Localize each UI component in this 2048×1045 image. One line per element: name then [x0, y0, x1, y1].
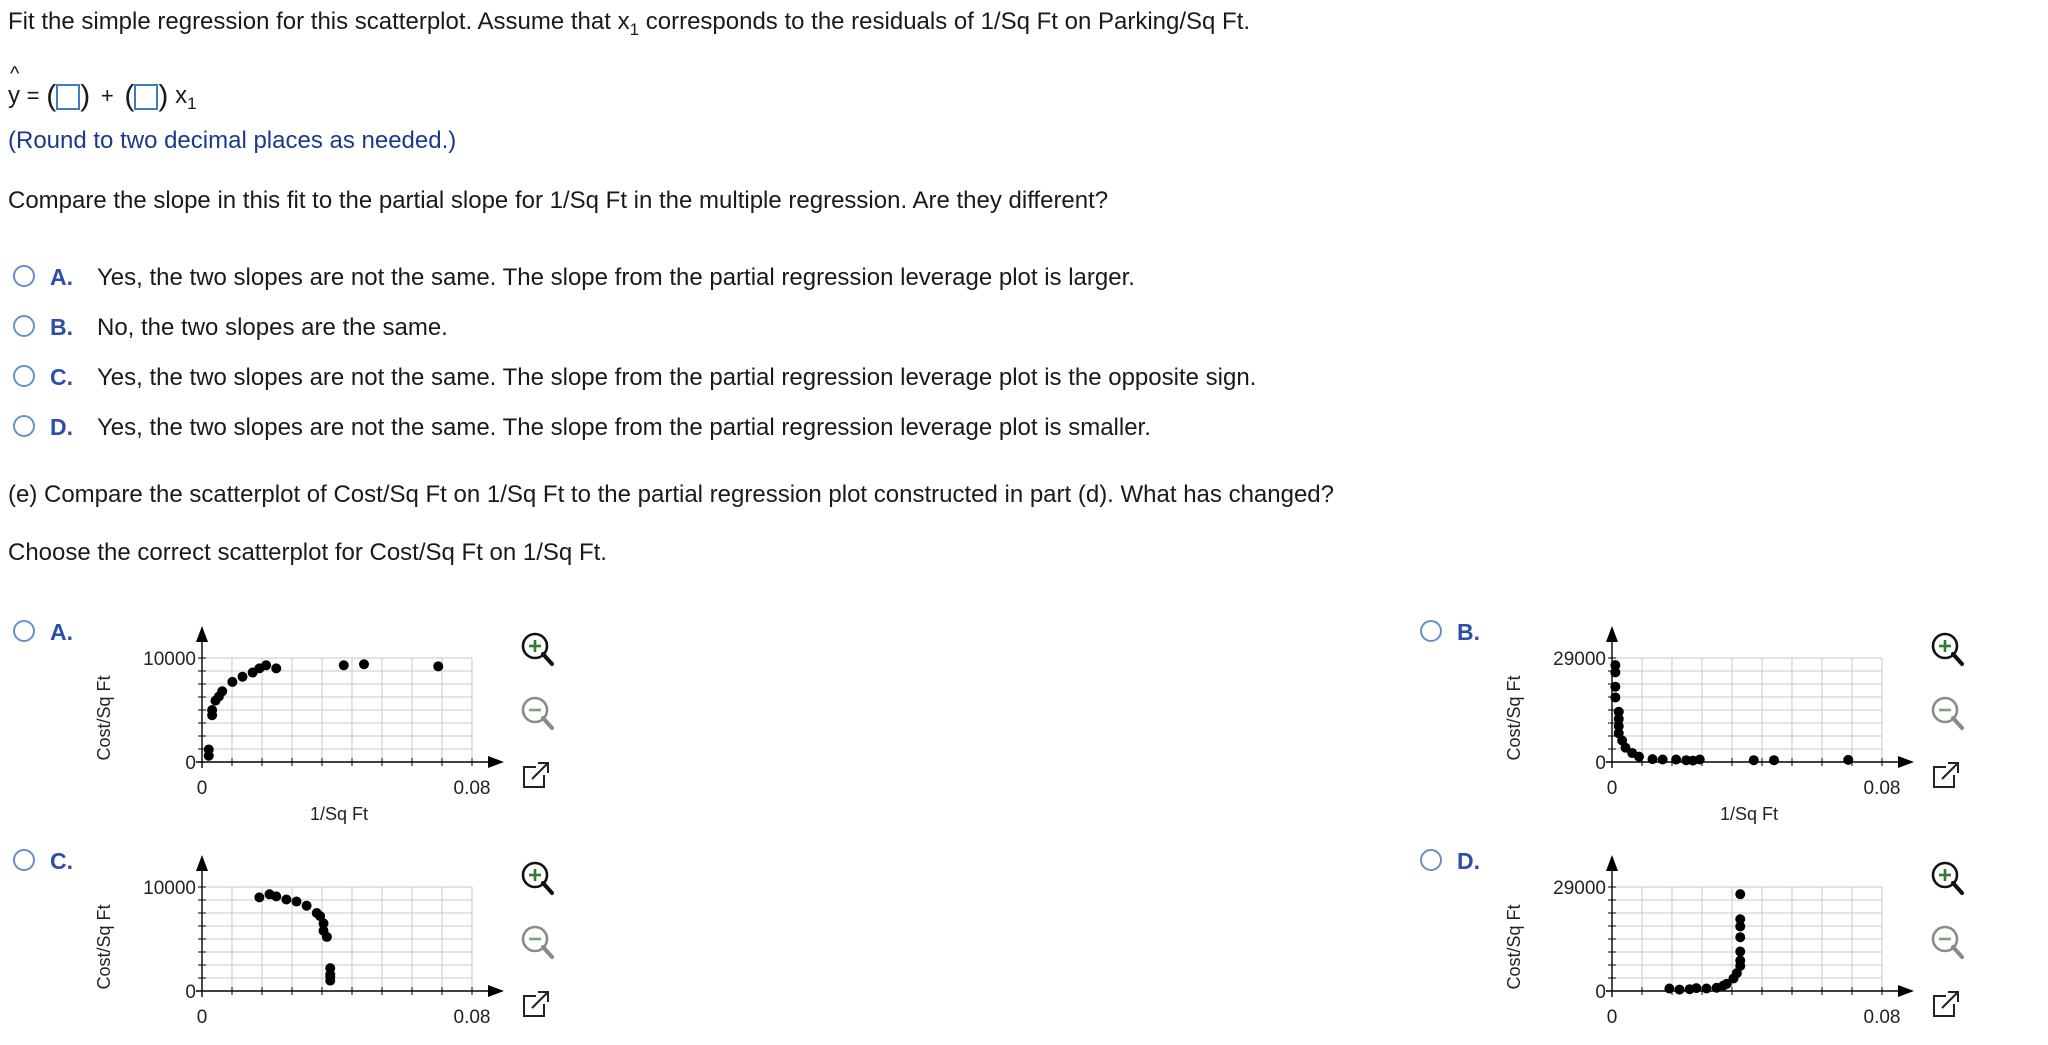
plot-choice-c-letter: C. [50, 848, 73, 874]
round-note: (Round to two decimal places as needed.) [8, 127, 457, 154]
y-tick-label-zero: 0 [1595, 982, 1606, 1003]
prompt-intro-subscript: 1 [629, 19, 640, 39]
y-axis-arrow [196, 855, 208, 871]
data-point [433, 661, 443, 671]
zoom-out-icon[interactable] [523, 927, 552, 957]
data-point [217, 686, 227, 696]
choice-d-letter: D. [50, 414, 73, 440]
x-tick-label-zero: 0 [196, 1007, 208, 1028]
x-axis-label: 1/Sq Ft [309, 804, 369, 824]
data-point [1610, 667, 1620, 677]
scatterplot-c [94, 855, 552, 1028]
close-paren-2: ) [158, 79, 169, 113]
data-point [1664, 983, 1674, 993]
data-point [292, 897, 302, 907]
y-axis-arrow [1606, 626, 1618, 642]
x-axis-label: 1/Sq Ft [1719, 804, 1779, 824]
compare-question: Compare the slope in this fit to the partial slope for 1/Sq Ft in the multiple regression. Are they different? [8, 187, 1109, 214]
prompt-intro-text: Fit the simple regression for this scatterplot. Assume that x [8, 8, 630, 35]
scatterplot-a [94, 626, 552, 824]
y-tick-label-top: 10000 [143, 878, 196, 899]
y-axis-label: Cost/Sq Ft [94, 904, 114, 990]
zoom-in-handle [1953, 654, 1962, 664]
y-tick-label-top: 29000 [1553, 878, 1606, 899]
data-point [1658, 754, 1668, 764]
data-point [1843, 755, 1853, 765]
zoom-out-icon[interactable] [523, 698, 552, 728]
x-axis-arrow [488, 985, 504, 997]
zoom-in-handle [543, 654, 552, 664]
x-tick-label-end: 0.08 [1863, 778, 1901, 799]
data-point [325, 971, 335, 981]
open-paren-2: ( [124, 79, 135, 113]
data-point [359, 659, 369, 669]
plot-choice-d-letter: D. [1457, 848, 1480, 874]
y-axis-label: Cost/Sq Ft [1504, 904, 1524, 990]
data-point [1749, 755, 1759, 765]
popout-icon[interactable] [1934, 761, 1960, 787]
close-paren-1: ) [80, 79, 91, 113]
x-tick-label-zero: 0 [196, 778, 208, 799]
popout-icon[interactable] [524, 990, 550, 1016]
x-axis-arrow [1898, 756, 1914, 768]
data-point [1735, 889, 1745, 899]
choice-c-letter: C. [50, 364, 73, 390]
zoom-out-handle [1953, 947, 1962, 957]
data-point [1735, 947, 1745, 957]
zoom-in-icon[interactable] [523, 634, 552, 664]
data-point [339, 660, 349, 670]
data-point [281, 894, 291, 904]
data-point [1769, 755, 1779, 765]
y-tick-label-zero: 0 [185, 753, 196, 774]
scatterplot-b [1504, 626, 1962, 824]
zoom-out-handle [543, 947, 552, 957]
choice-b-text: No, the two slopes are the same. [97, 314, 448, 341]
y-axis-label: Cost/Sq Ft [1504, 675, 1524, 761]
y-letter: y [8, 82, 20, 109]
y-axis-label: Cost/Sq Ft [94, 675, 114, 761]
y-tick-label-top: 10000 [143, 649, 196, 670]
x-tick-label-zero: 0 [1606, 1007, 1618, 1028]
data-point [302, 901, 312, 911]
data-point [1735, 956, 1745, 966]
zoom-out-handle [543, 718, 552, 728]
zoom-in-handle [1953, 883, 1962, 893]
data-point [1735, 914, 1745, 924]
choice-b-letter: B. [50, 314, 73, 340]
scatterplot-d [1504, 855, 1962, 1028]
data-point [207, 705, 217, 715]
prompt-intro-text-rest: corresponds to the residuals of 1/Sq Ft on Parking/Sq Ft. [639, 8, 1251, 35]
y-tick-label-zero: 0 [185, 982, 196, 1003]
data-point [1610, 682, 1620, 692]
zoom-in-icon[interactable] [1933, 634, 1962, 664]
hat-mark: ^ [10, 63, 20, 85]
data-point [1695, 754, 1705, 764]
data-point [1648, 754, 1658, 764]
part-e-question: (e) Compare the scatterplot of Cost/Sq Ft on 1/Sq Ft to the partial regression plot constructed in part (d). What has changed? [8, 481, 1334, 508]
x-tick-label-zero: 0 [1606, 778, 1618, 799]
part-e-instruction: Choose the correct scatterplot for Cost/Sq Ft on 1/Sq Ft. [8, 539, 607, 566]
x-tick-label-end: 0.08 [453, 1007, 491, 1028]
x-axis-arrow [488, 756, 504, 768]
data-point [204, 745, 214, 755]
data-point [1634, 752, 1644, 762]
choice-a-letter: A. [50, 264, 73, 290]
popout-icon[interactable] [1934, 990, 1960, 1016]
zoom-in-handle [543, 883, 552, 893]
data-point [1610, 692, 1620, 702]
x-tick-label-end: 0.08 [1863, 1007, 1901, 1028]
data-point [1735, 932, 1745, 942]
y-tick-label-zero: 0 [1595, 753, 1606, 774]
data-point [238, 672, 248, 682]
x-tick-label-end: 0.08 [453, 778, 491, 799]
zoom-in-icon[interactable] [1933, 863, 1962, 893]
choice-d-text: Yes, the two slopes are not the same. The slope from the partial regression leverage plot is smaller. [97, 414, 1151, 441]
y-axis-arrow [1606, 855, 1618, 871]
data-point [261, 660, 271, 670]
plot-choice-a-letter: A. [50, 619, 73, 645]
popout-icon[interactable] [524, 761, 550, 787]
zoom-out-handle [1953, 718, 1962, 728]
data-point [1675, 985, 1685, 995]
x-variable: x [175, 82, 188, 109]
x-subscript: 1 [187, 93, 197, 113]
plus-sign: + [100, 83, 114, 108]
y-axis-arrow [196, 626, 208, 642]
open-paren-1: ( [46, 79, 57, 113]
data-point [1671, 754, 1681, 764]
data-point [322, 932, 332, 942]
zoom-out-icon[interactable] [1933, 698, 1962, 728]
data-point [1702, 983, 1712, 993]
zoom-out-icon[interactable] [1933, 927, 1962, 957]
x-axis-arrow [1898, 985, 1914, 997]
zoom-in-icon[interactable] [523, 863, 552, 893]
choice-a-text: Yes, the two slopes are not the same. The slope from the partial regression leverage plot is larger. [97, 264, 1135, 291]
y-tick-label-top: 29000 [1553, 649, 1606, 670]
choice-c-text: Yes, the two slopes are not the same. The slope from the partial regression leverage plot is the opposite sign. [97, 364, 1257, 391]
data-point [254, 892, 264, 902]
data-point [227, 677, 237, 687]
data-point [271, 891, 281, 901]
data-point [271, 663, 281, 673]
data-point [1691, 983, 1701, 993]
equals-sign: = [26, 83, 40, 108]
plot-choice-b-letter: B. [1457, 619, 1480, 645]
